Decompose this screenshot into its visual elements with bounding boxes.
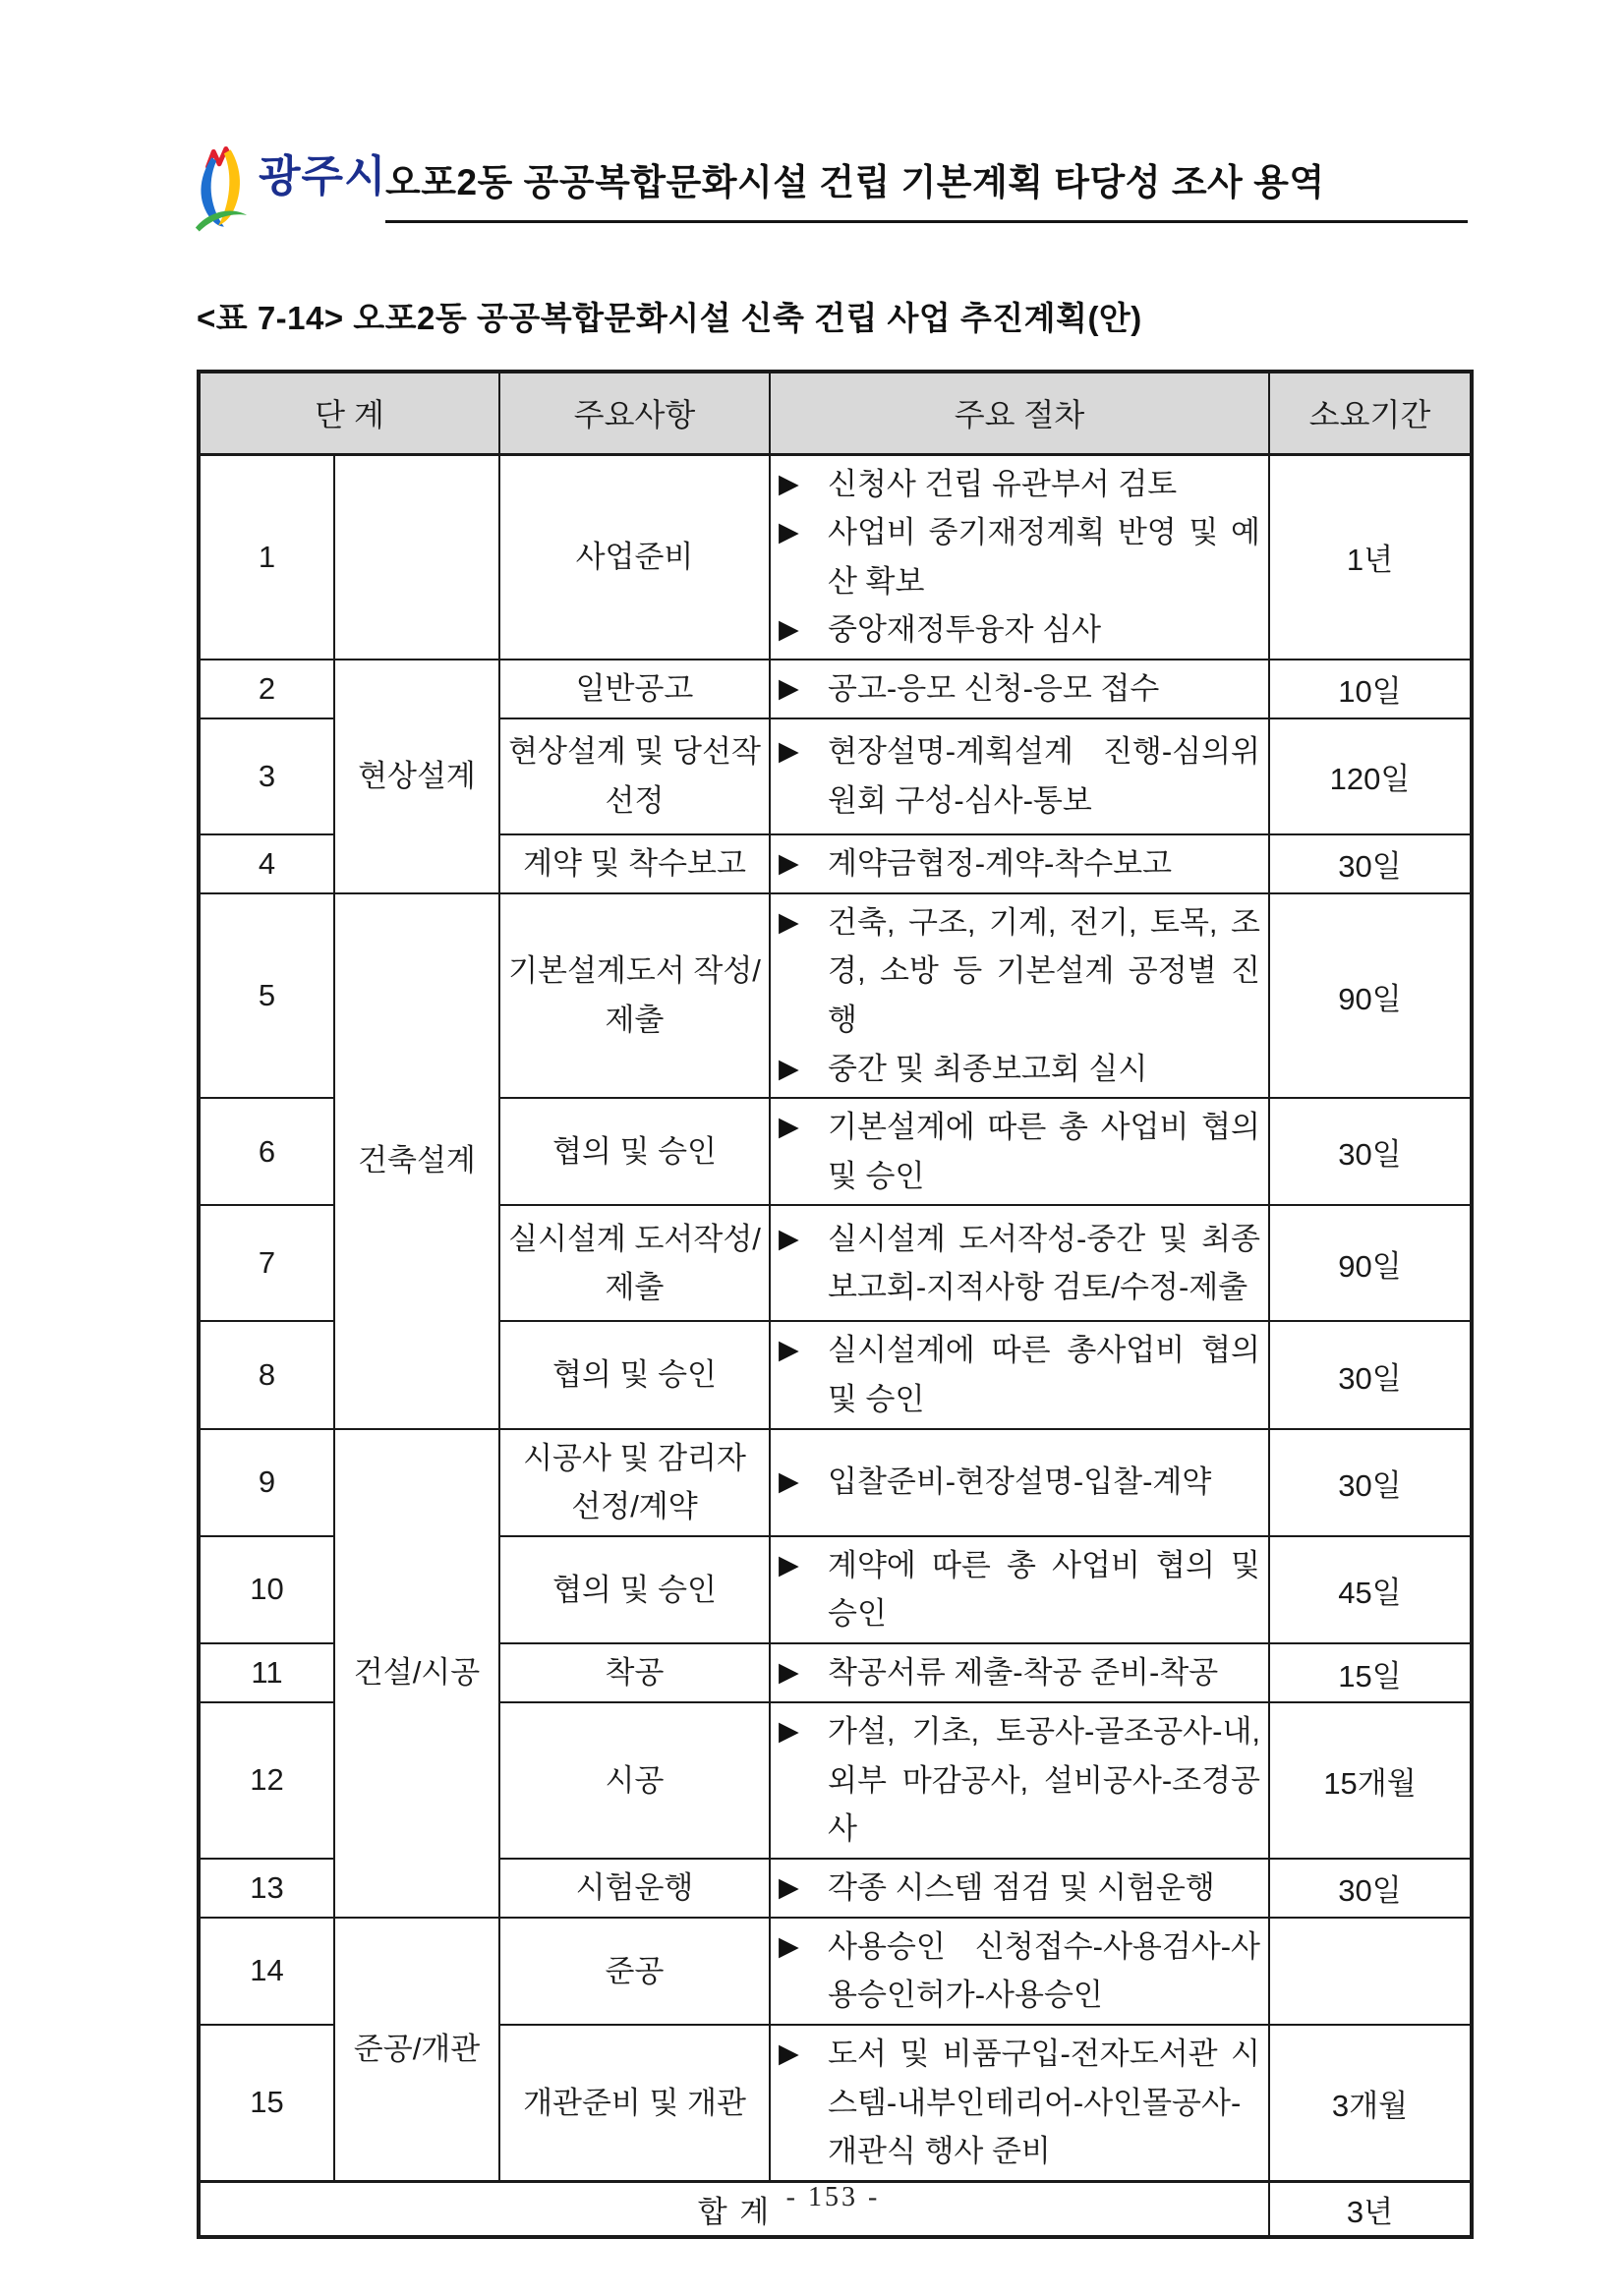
procedure-text: 신청사 건립 유관부서 검토 <box>828 466 1178 501</box>
bullet-icon: ▶ <box>779 1223 799 1253</box>
procedure-cell <box>770 1205 1269 1321</box>
procedure-text: 실시설계에 따른 총사업비 협의 및 승인 <box>828 1333 1260 1417</box>
bullet-icon: ▶ <box>779 468 799 498</box>
schedule-table-container <box>197 370 1470 2239</box>
item-cell: 기본설계도서 작성/제출 <box>499 893 770 1098</box>
procedure-text: 사용승인 신청접수-사용검사-사용승인허가-사용승인 <box>828 1928 1260 2013</box>
procedure-line <box>779 2030 1260 2176</box>
procedure-text: 중앙재정투융자 심사 <box>828 612 1102 648</box>
procedure-text: 기본설계에 따른 총 사업비 협의 및 승인 <box>828 1110 1260 1193</box>
logo-text: 광주시 <box>259 152 387 201</box>
step-cell: 2 <box>199 660 334 718</box>
procedure-text: 각종 시스템 점검 및 시험운행 <box>828 1869 1215 1905</box>
table-row <box>199 454 1472 660</box>
table-caption: <표 7-14> 오포2동 공공복합문화시설 신축 건립 사업 추진계획(안) <box>197 300 1142 336</box>
item-cell: 착공 <box>499 1643 770 1702</box>
step-cell: 10 <box>199 1536 334 1643</box>
bullet-icon: ▶ <box>779 1112 799 1142</box>
step-cell: 1 <box>199 454 334 660</box>
procedure-cell <box>770 2025 1269 2181</box>
duration-cell: 30일 <box>1269 1859 1472 1918</box>
table-row <box>199 893 1472 1098</box>
procedure-line <box>779 1045 1260 1094</box>
procedure-cell <box>770 834 1269 893</box>
step-cell: 11 <box>199 1643 334 1702</box>
bullet-icon: ▶ <box>779 1930 799 1961</box>
page-number: - 153 - <box>785 2182 881 2212</box>
procedure-cell <box>770 1702 1269 1859</box>
duration-cell: 30일 <box>1269 834 1472 893</box>
procedure-text: 공고-응모 신청-응모 접수 <box>828 671 1160 707</box>
procedure-text: 실시설계 도서작성-중간 및 최종 보고회-지적사항 검토/수정-제출 <box>828 1221 1260 1305</box>
gwangju-city-logo-icon <box>193 144 250 232</box>
procedure-text: 가설, 기초, 토공사-골조공사-내, 외부 마감공사, 설비공사-조경공사 <box>828 1714 1260 1847</box>
bullet-icon: ▶ <box>779 517 799 547</box>
step-cell: 3 <box>199 718 334 834</box>
item-cell: 일반공고 <box>499 660 770 718</box>
step-cell: 12 <box>199 1702 334 1859</box>
bullet-icon: ▶ <box>779 1716 799 1746</box>
procedure-line <box>779 898 1260 1045</box>
item-cell: 실시설계 도서작성/제출 <box>499 1205 770 1321</box>
duration-cell: 10일 <box>1269 660 1472 718</box>
procedure-cell <box>770 893 1269 1098</box>
column-header-item: 주요사항 <box>499 372 770 454</box>
procedure-line <box>779 1103 1260 1200</box>
category-cell: 건축설계 <box>334 893 499 1429</box>
procedure-line <box>779 1215 1260 1312</box>
procedure-line <box>779 508 1260 605</box>
table-row <box>199 660 1472 718</box>
total-label: 합 계 <box>199 2181 1269 2237</box>
procedure-line <box>779 1648 1260 1697</box>
document-title: 오포2동 공공복합문화시설 건립 기본계획 타당성 조사 용역 <box>385 162 1325 202</box>
duration-cell: 30일 <box>1269 1321 1472 1428</box>
item-cell: 협의 및 승인 <box>499 1098 770 1205</box>
procedure-cell <box>770 1859 1269 1918</box>
item-cell: 계약 및 착수보고 <box>499 834 770 893</box>
bullet-icon: ▶ <box>779 673 799 704</box>
procedure-cell <box>770 1918 1269 2025</box>
duration-cell: 3개월 <box>1269 2025 1472 2181</box>
procedure-text: 사업비 중기재정계획 반영 및 예산 확보 <box>828 515 1260 599</box>
procedure-cell <box>770 1536 1269 1643</box>
procedure-cell <box>770 660 1269 718</box>
procedure-cell <box>770 1098 1269 1205</box>
procedure-line <box>779 1458 1260 1507</box>
category-cell: 현상설계 <box>334 660 499 893</box>
procedure-line <box>779 839 1260 889</box>
step-cell: 6 <box>199 1098 334 1205</box>
bullet-icon: ▶ <box>779 2038 799 2068</box>
category-cell: 건설/시공 <box>334 1429 499 1918</box>
step-cell: 5 <box>199 893 334 1098</box>
procedure-cell <box>770 1643 1269 1702</box>
step-cell: 9 <box>199 1429 334 1536</box>
procedure-text: 도서 및 비품구입-전자도서관 시스템-내부인테리어-사인몰공사-개관식 행사 준비 <box>828 2036 1260 2169</box>
duration-cell: 15개월 <box>1269 1702 1472 1859</box>
bullet-icon: ▶ <box>779 614 799 645</box>
total-duration: 3년 <box>1269 2181 1472 2237</box>
schedule-table <box>197 370 1474 2239</box>
category-cell <box>334 454 499 660</box>
procedure-cell <box>770 454 1269 660</box>
duration-cell: 120일 <box>1269 718 1472 834</box>
procedure-line <box>779 460 1260 509</box>
duration-cell: 90일 <box>1269 1205 1472 1321</box>
item-cell: 개관준비 및 개관 <box>499 2025 770 2181</box>
procedure-text: 계약금협정-계약-착수보고 <box>828 846 1173 882</box>
procedure-text: 현장설명-계획설계 진행-심의위원회 구성-심사-통보 <box>828 734 1260 818</box>
duration-cell: 1년 <box>1269 454 1472 660</box>
procedure-text: 중간 및 최종보고회 실시 <box>828 1051 1148 1086</box>
item-cell: 시공사 및 감리자 선정/계약 <box>499 1429 770 1536</box>
step-cell: 13 <box>199 1859 334 1918</box>
column-header-procedure: 주요 절차 <box>770 372 1269 454</box>
step-cell: 15 <box>199 2025 334 2181</box>
duration-cell: 30일 <box>1269 1429 1472 1536</box>
bullet-icon: ▶ <box>779 1335 799 1365</box>
procedure-line <box>779 605 1260 655</box>
procedure-line <box>779 1541 1260 1638</box>
item-cell: 준공 <box>499 1918 770 2025</box>
step-cell: 7 <box>199 1205 334 1321</box>
procedure-cell <box>770 718 1269 834</box>
step-cell: 8 <box>199 1321 334 1428</box>
item-cell: 시험운행 <box>499 1859 770 1918</box>
step-cell: 14 <box>199 1918 334 2025</box>
bullet-icon: ▶ <box>779 848 799 879</box>
bullet-icon: ▶ <box>779 1466 799 1497</box>
header-divider <box>385 220 1468 223</box>
item-cell: 협의 및 승인 <box>499 1536 770 1643</box>
item-cell: 협의 및 승인 <box>499 1321 770 1428</box>
procedure-line <box>779 664 1260 714</box>
table-row <box>199 1918 1472 2025</box>
procedure-line <box>779 1923 1260 2020</box>
procedure-text: 계약에 따른 총 사업비 협의 및 승인 <box>828 1547 1260 1632</box>
procedure-cell <box>770 1429 1269 1536</box>
item-cell: 시공 <box>499 1702 770 1859</box>
bullet-icon: ▶ <box>779 736 799 767</box>
table-row <box>199 1429 1472 1536</box>
duration-cell: 45일 <box>1269 1536 1472 1643</box>
column-header-stage: 단 계 <box>199 372 499 454</box>
bullet-icon: ▶ <box>779 906 799 937</box>
category-cell: 준공/개관 <box>334 1918 499 2181</box>
duration-cell <box>1269 1918 1472 2025</box>
duration-cell: 90일 <box>1269 893 1472 1098</box>
procedure-text: 건축, 구조, 기계, 전기, 토목, 조경, 소방 등 기본설계 공정별 진행 <box>828 904 1260 1038</box>
item-cell: 현상설계 및 당선작 선정 <box>499 718 770 834</box>
procedure-line <box>779 1326 1260 1423</box>
bullet-icon: ▶ <box>779 1549 799 1579</box>
procedure-line <box>779 727 1260 825</box>
page-header <box>0 0 1624 256</box>
procedure-line <box>779 1707 1260 1854</box>
procedure-text: 입찰준비-현장설명-입찰-계약 <box>828 1464 1212 1500</box>
column-header-duration: 소요기간 <box>1269 372 1472 454</box>
duration-cell: 15일 <box>1269 1643 1472 1702</box>
procedure-text: 착공서류 제출-착공 준비-착공 <box>828 1655 1219 1691</box>
duration-cell: 30일 <box>1269 1098 1472 1205</box>
table-header-row <box>199 372 1472 454</box>
procedure-cell <box>770 1321 1269 1428</box>
bullet-icon: ▶ <box>779 1053 799 1083</box>
step-cell: 4 <box>199 834 334 893</box>
bullet-icon: ▶ <box>779 1657 799 1688</box>
item-cell: 사업준비 <box>499 454 770 660</box>
schedule-table-body <box>199 454 1472 2181</box>
procedure-line <box>779 1864 1260 1913</box>
bullet-icon: ▶ <box>779 1871 799 1902</box>
